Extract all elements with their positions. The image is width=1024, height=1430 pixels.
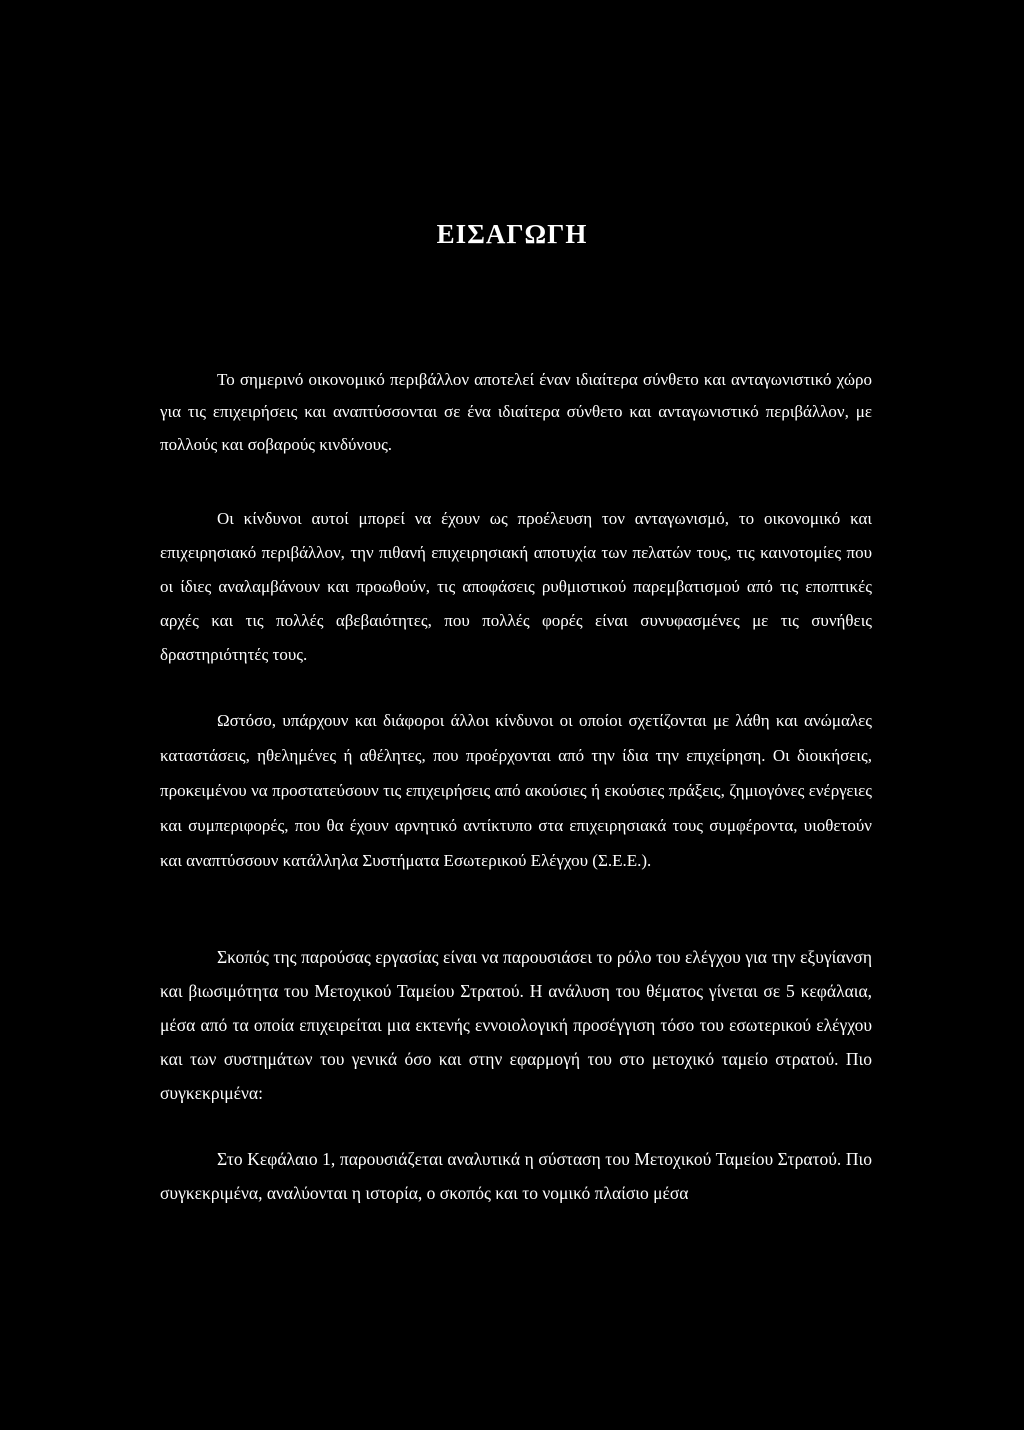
page-title: ΕΙΣΑΓΩΓΗ bbox=[436, 219, 588, 249]
paragraph-2: Οι κίνδυνοι αυτοί μπορεί να έχουν ως προέλευση τον ανταγωνισμό, το οικονομικό και επιχειρησιακό περιβάλλον, την πιθανή επιχειρησιακή αποτυχία των πελατών τους, τις καινοτομίες που οι ίδιες αναλαμβάνουν και προωθούν, τις αποφάσεις ρυθμιστικού παρεμβατισμού από τις εποπτικές αρχές και τις πολλές αβεβαιότητες, που πολλές φορές είναι συνυφασμένες με τις συνήθεις δραστηριότητές τους. bbox=[160, 509, 872, 664]
paragraph-5: Στο Κεφάλαιο 1, παρουσιάζεται αναλυτικά η σύσταση του Μετοχικού Ταμείου Στρατού. Πιο συγκεκριμένα, αναλύονται η ιστορία, ο σκοπός και το νομικό πλαίσιο μέσα bbox=[160, 1149, 872, 1203]
paragraph-3: Ωστόσο, υπάρχουν και διάφοροι άλλοι κίνδυνοι οι οποίοι σχετίζονται με λάθη και ανώμαλες καταστάσεις, ηθελημένες ή αθέλητες, που προέρχονται από την ίδια την επιχείρηση. Οι διοικήσεις, προκειμένου να προστατεύσουν τις επιχειρήσεις από ακούσιες ή εκούσιες πράξεις, ζημιογόνες ενέργειες και συμπεριφορές, που θα έχουν αρνητικό αντίκτυπο στα επιχειρησιακά τους συμφέροντα, υιοθετούν και αναπτύσσουν κατάλληλα Συστήματα Εσωτερικού Ελέγχου (Σ.Ε.Ε.). bbox=[160, 711, 872, 870]
paragraph-4: Σκοπός της παρούσας εργασίας είναι να παρουσιάσει το ρόλο του ελέγχου για την εξυγίανση και βιωσιμότητα του Μετοχικού Ταμείου Στρατού. Η ανάλυση του θέματος γίνεται σε 5 κεφάλαια, μέσα από τα οποία επιχειρείται μια εκτενής εννοιολογική προσέγγιση τόσο του εσωτερικού ελέγχου και των συστημάτων του γενικά όσο και στην εφαρμογή του στο μετοχικό ταμείο στρατού. Πιο συγκεκριμένα: bbox=[160, 947, 872, 1103]
paragraph-1: Το σημερινό οικονομικό περιβάλλον αποτελεί έναν ιδιαίτερα σύνθετο και ανταγωνιστικό χώρο για τις επιχειρήσεις και αναπτύσσονται σε ένα ιδιαίτερα σύνθετο και ανταγωνιστικό περιβάλλον, με πολλούς και σοβαρούς κινδύνους. bbox=[160, 370, 872, 454]
